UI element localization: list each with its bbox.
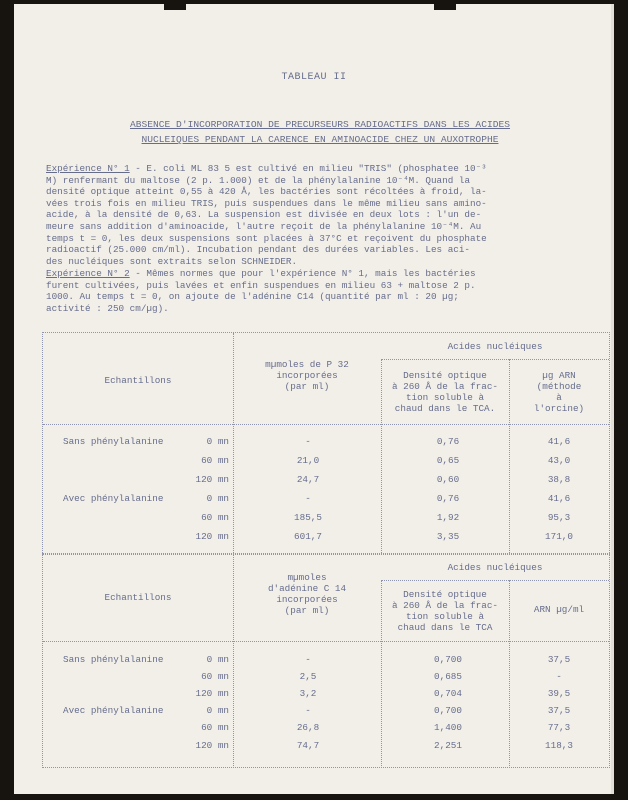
cell-incorporation: 21,0 [296, 455, 320, 466]
paragraph-line: acide, à la densité de 0,63. La suspension est divisée en deux lots : l'un de- [46, 209, 482, 221]
row-time: 0 mn [206, 493, 229, 504]
header-line: d'adénine C 14 [267, 583, 347, 594]
cell-densite: 0,76 [436, 493, 460, 504]
row-divider [43, 424, 609, 425]
paragraph-line [46, 163, 598, 175]
experiment-2-paragraph [46, 268, 598, 314]
header-line: tion soluble à [405, 392, 485, 403]
row-time: 120 mn [195, 474, 229, 485]
paragraph-line: temps t = 0, les deux suspensions sont placées à 37°C et reçoivent du phosphate [46, 232, 487, 244]
column-header-arn [509, 370, 609, 414]
column-header-echantillons: Echantillons [104, 592, 172, 603]
header-line: incorporées [276, 370, 338, 381]
cell-densite: 0,76 [436, 436, 460, 447]
cell-densite: 0,685 [434, 671, 462, 682]
cell-arn: 43,0 [547, 455, 571, 466]
cell-incorporation: 26,8 [296, 722, 320, 733]
document-page [14, 4, 614, 794]
paragraph-line: 1000. Au temps t = 0, on ajoute de l'adénine C14 (quantité par ml : 20 µg; [46, 291, 459, 303]
column-group-header: Acides nucléiques [447, 562, 543, 573]
paragraph-line: activité : 250 cm/µg). [46, 302, 169, 314]
cell-densite: 1,92 [436, 512, 460, 523]
header-line: chaud dans le TCA. [394, 403, 496, 414]
row-time: 120 mn [195, 531, 229, 542]
paragraph-line: des nucléiques sont extraits selon SCHNEIDER. [46, 255, 298, 267]
cell-densite: 2,251 [434, 740, 462, 751]
header-line: Densité optique [403, 589, 487, 600]
row-time: 60 mn [201, 671, 229, 682]
cell-incorporation: - [305, 654, 311, 665]
column-header-arn: ARN µg/ml [533, 604, 585, 615]
binder-hole [164, 4, 186, 10]
row-time: 120 mn [195, 740, 229, 751]
column-header-echantillons: Echantillons [104, 375, 172, 386]
row-time: 60 mn [201, 722, 229, 733]
row-condition: Sans phénylalanine [63, 436, 164, 447]
row-time: 120 mn [195, 688, 229, 699]
cell-arn: 95,3 [547, 512, 571, 523]
row-time: 60 mn [201, 512, 229, 523]
paragraph-line: furent cultivées, puis lavées et enfin suspendues en milieu 63 + maltose 2 p. [46, 279, 476, 291]
results-table-1 [42, 332, 610, 555]
results-table-2 [42, 553, 610, 768]
row-condition: Sans phénylalanine [63, 654, 164, 665]
cell-incorporation: - [305, 436, 311, 447]
row-time: 0 mn [206, 654, 229, 665]
header-line: tion soluble à [405, 611, 485, 622]
header-line: à 260 Å de la frac- [391, 600, 498, 611]
section-heading [70, 117, 570, 147]
row-divider [381, 580, 609, 581]
row-divider [381, 359, 609, 360]
cell-arn: 77,3 [547, 722, 571, 733]
experiment-2-text: - Mêmes normes que pour l'expérience N° 1, mais les bactéries [129, 268, 476, 279]
header-line: mµmoles [287, 572, 327, 583]
row-time: 60 mn [201, 455, 229, 466]
header-line: chaud dans le TCA [397, 622, 493, 633]
header-line: mµmoles de P 32 [265, 359, 349, 370]
cell-densite: 3,35 [436, 531, 460, 542]
cell-densite: 0,700 [434, 705, 462, 716]
column-header-incorporation [233, 359, 381, 392]
row-condition: Avec phénylalanine [63, 705, 164, 716]
cell-densite: 0,704 [434, 688, 462, 699]
column-header-densite [381, 370, 509, 414]
cell-arn: 171,0 [545, 531, 573, 542]
header-line: l'orcine) [533, 403, 585, 414]
heading-line: NUCLEIQUES PENDANT LA CARENCE EN AMINOACIDE CHEZ UN AUXOTROPHE [141, 134, 499, 145]
row-divider [43, 641, 609, 642]
heading-line: ABSENCE D'INCORPORATION DE PRECURSEURS RADIOACTIFS DANS LES ACIDES [130, 119, 510, 130]
paragraph-line: M) renfermant du maltose (2 p. 1.000) et de la phénylalanine 10⁻⁴M. Quand la [46, 174, 471, 186]
page-edge [611, 4, 614, 794]
cell-incorporation: - [305, 493, 311, 504]
cell-arn: 38,8 [547, 474, 571, 485]
cell-arn: 41,6 [547, 493, 571, 504]
paragraph-line: meure sans addition d'aminoacide, l'autre reçoit de la phénylalanine 10⁻⁴M. Au [46, 220, 482, 232]
header-line: µg ARN [542, 370, 576, 381]
cell-densite: 0,700 [434, 654, 462, 665]
cell-arn: 39,5 [547, 688, 571, 699]
header-line: (par ml) [284, 605, 330, 616]
experiment-1-label: Expérience N° 1 [46, 163, 130, 174]
cell-densite: 1,400 [434, 722, 462, 733]
cell-arn: 118,3 [545, 740, 573, 751]
paragraph-line: radioactif (25.000 cm/ml). Incubation pendant des durées variables. Les aci- [46, 244, 471, 256]
header-line: à [556, 392, 562, 403]
cell-incorporation: - [305, 705, 311, 716]
cell-arn: 41,6 [547, 436, 571, 447]
row-time: 0 mn [206, 436, 229, 447]
column-header-incorporation [233, 572, 381, 616]
header-line: Densité optique [403, 370, 487, 381]
cell-incorporation: 185,5 [294, 512, 322, 523]
paragraph-line: vées trois fois en milieu TRIS, puis suspendues dans le même milieu sans amino- [46, 197, 487, 209]
header-line: (par ml) [284, 381, 330, 392]
table-title: TABLEAU II [281, 72, 347, 83]
cell-arn: 37,5 [547, 705, 571, 716]
cell-densite: 0,65 [436, 455, 460, 466]
cell-incorporation: 74,7 [296, 740, 320, 751]
paragraph-line [46, 268, 598, 280]
cell-incorporation: 24,7 [296, 474, 320, 485]
cell-arn: - [556, 671, 562, 682]
cell-incorporation: 3,2 [299, 688, 317, 699]
row-time: 0 mn [206, 705, 229, 716]
experiment-1-paragraph [46, 163, 598, 267]
cell-incorporation: 601,7 [294, 531, 322, 542]
paragraph-line: densité optique atteint 0,55 à 420 Å, les bactéries sont récoltées à froid, la- [46, 186, 487, 198]
row-condition: Avec phénylalanine [63, 493, 164, 504]
column-group-header: Acides nucléiques [447, 341, 543, 352]
cell-arn: 37,5 [547, 654, 571, 665]
column-header-densite [381, 589, 509, 633]
experiment-1-text: - E. coli ML 83 5 est cultivé en milieu "TRIS" (phosphatee 10⁻³ [129, 163, 487, 174]
header-line: (méthode [536, 381, 582, 392]
cell-incorporation: 2,5 [299, 671, 317, 682]
header-line: incorporées [276, 594, 338, 605]
binder-hole [434, 4, 456, 10]
header-line: à 260 Å de la frac- [391, 381, 498, 392]
cell-densite: 0,60 [436, 474, 460, 485]
experiment-2-label: Expérience N° 2 [46, 268, 130, 279]
